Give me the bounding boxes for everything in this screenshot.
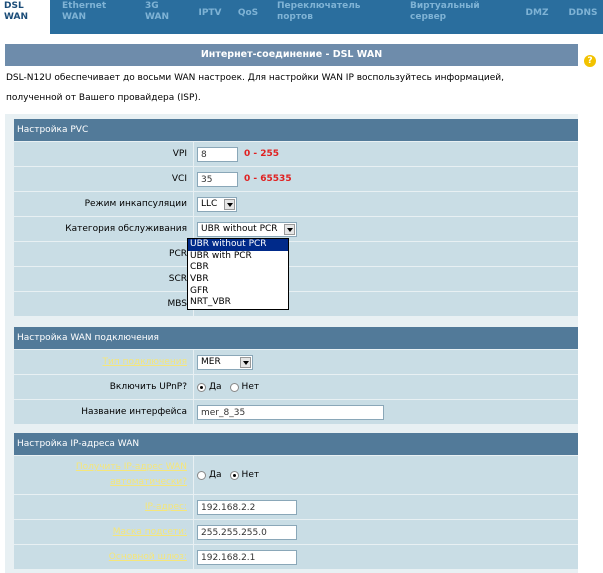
dropdown-option[interactable]: CBR [190, 262, 209, 273]
top-tab-bar [0, 0, 603, 34]
auto-ip-no-label: Нет [241, 470, 260, 480]
tab-dmz[interactable] [522, 0, 552, 34]
help-icon[interactable]: ? [584, 55, 596, 67]
mask-input[interactable]: 255.255.255.0 [197, 525, 297, 540]
auto-ip-row [14, 455, 578, 494]
encap-select[interactable] [197, 197, 237, 212]
upnp-yes-radio[interactable] [197, 383, 206, 392]
desc-line-2: полученной от Вашего провайдера (ISP). [6, 93, 201, 103]
tab-dsl-wan[interactable] [0, 0, 52, 34]
section-header: Настройка PVC [14, 119, 578, 141]
tab-label: IPTV [198, 8, 222, 18]
dropdown-option[interactable]: UBR with PCR [190, 250, 252, 261]
mask-label[interactable]: Маска подсети: [112, 527, 187, 537]
service-dropdown-list[interactable] [187, 238, 289, 310]
tab-label: Виртуальный сервер [410, 1, 480, 22]
ip-label[interactable]: IP-адрес: [144, 502, 187, 512]
dropdown-option[interactable]: UBR without PCR [188, 239, 288, 251]
vpi-label: VPI [172, 149, 187, 159]
auto-ip-label[interactable] [14, 460, 187, 490]
upnp-label: Включить UPnP? [109, 382, 187, 392]
service-row [14, 216, 578, 241]
tab-label: DSL WAN [4, 1, 29, 22]
scr-label: SCR [168, 274, 187, 284]
tab-port-switch[interactable] [277, 0, 387, 34]
upnp-yes-label: Да [209, 382, 222, 392]
encap-row [14, 191, 578, 216]
ifname-label: Название интерфейса [81, 407, 187, 417]
tab-3g-wan[interactable] [145, 0, 185, 34]
ifname-input[interactable]: mer_8_35 [197, 405, 384, 420]
mbs-label: MBS [167, 299, 187, 309]
vpi-row [14, 141, 578, 166]
vci-row [14, 166, 578, 191]
vpi-range: 0 - 255 [244, 149, 280, 159]
vpi-input[interactable]: 8 [197, 147, 238, 162]
tab-label: 3G WAN [145, 1, 170, 22]
conn-type-select[interactable] [197, 355, 253, 370]
dropdown-option[interactable]: GFR [190, 285, 209, 296]
gateway-input[interactable]: 192.168.2.1 [197, 550, 297, 565]
tab-label: DMZ [525, 8, 549, 18]
ifname-row [14, 399, 578, 424]
conn-type-row [14, 349, 578, 374]
tab-ethernet-wan[interactable] [62, 0, 124, 34]
tab-qos[interactable] [233, 0, 263, 34]
pvc-section [14, 119, 578, 316]
scr-row [14, 266, 578, 291]
ip-section [14, 433, 578, 569]
ip-input[interactable]: 192.168.2.2 [197, 500, 297, 515]
tab-label: QoS [237, 8, 259, 18]
page-title: Интернет-соединение - DSL WAN [5, 44, 578, 66]
tab-label: Переключатель портов [277, 1, 361, 22]
chevron-down-icon[interactable] [224, 199, 235, 210]
gateway-label[interactable]: Основной шлюз: [108, 552, 187, 562]
dropdown-option[interactable]: VBR [190, 274, 209, 285]
tab-ddns[interactable] [565, 0, 601, 34]
page-description [5, 66, 578, 114]
tab-iptv[interactable] [193, 0, 227, 34]
tab-label: Ethernet WAN [62, 1, 107, 22]
chevron-down-icon[interactable] [240, 357, 251, 368]
encap-value: LLC [201, 198, 218, 209]
vci-label: VCI [171, 174, 187, 184]
main-panel [5, 44, 578, 573]
service-value: UBR without PCR [201, 223, 278, 234]
upnp-no-radio[interactable] [230, 383, 239, 392]
ip-row [14, 494, 578, 519]
vci-range: 0 - 65535 [244, 174, 292, 184]
upnp-no-label: Нет [241, 382, 260, 392]
auto-ip-label-line-1: Получить IP-адрес WAN [75, 462, 187, 472]
conn-type-value: MER [201, 356, 221, 367]
vci-input[interactable]: 35 [197, 172, 238, 187]
mbs-row [14, 291, 578, 316]
dropdown-option[interactable]: NRT_VBR [190, 297, 231, 308]
gateway-row [14, 544, 578, 569]
desc-line-1: DSL-N12U обеспечивает до восьми WAN настроек. Для настройки WAN IP воспользуйтесь информацией, [6, 73, 504, 83]
encap-label: Режим инкапсуляции [84, 199, 187, 209]
pcr-row [14, 241, 578, 266]
section-header: Настройка WAN подключения [14, 327, 578, 349]
auto-ip-label-line-2: автоматически? [110, 477, 187, 487]
upnp-row [14, 374, 578, 399]
service-label: Категория обслуживания [65, 224, 187, 234]
wan-section [14, 327, 578, 424]
tab-label: DDNS [568, 8, 598, 18]
tab-virtual-server[interactable] [410, 0, 510, 34]
mask-row [14, 519, 578, 544]
conn-type-label[interactable]: Тип подключения [102, 357, 187, 367]
pcr-label: PCR [169, 249, 187, 259]
auto-ip-yes-label: Да [209, 470, 222, 480]
chevron-down-icon[interactable] [284, 224, 295, 235]
auto-ip-yes-radio[interactable] [197, 471, 206, 480]
section-header: Настройка IP-адреса WAN [14, 433, 578, 455]
service-select[interactable] [197, 222, 297, 237]
auto-ip-no-radio[interactable] [230, 471, 239, 480]
